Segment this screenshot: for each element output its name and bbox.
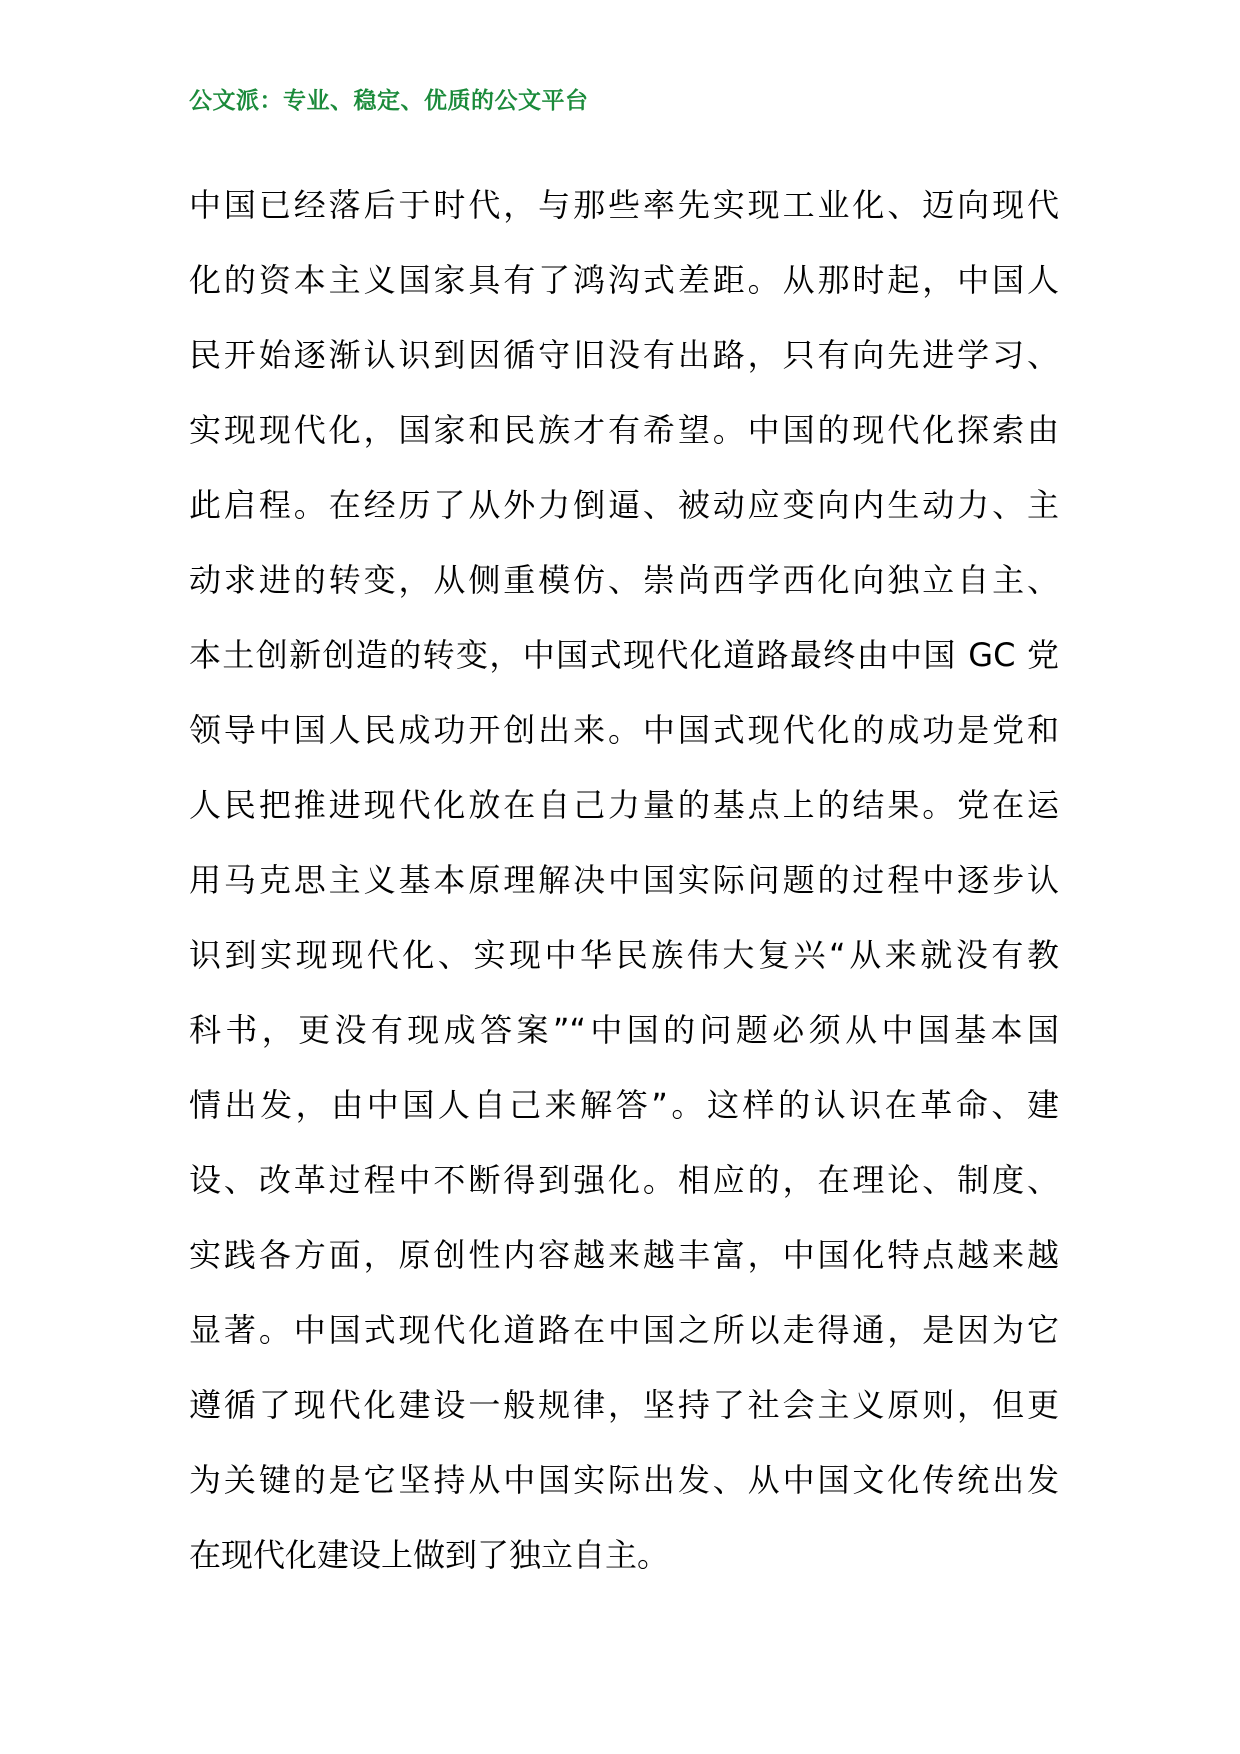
text-line: 科书，更没有现成答案”“中国的问题必须从中国基本国: [189, 1011, 1059, 1049]
body-paragraph: [189, 168, 1059, 1593]
text-line: 领导中国人民成功开创出来。中国式现代化的成功是党和: [189, 711, 1059, 749]
text-line: 中国已经落后于时代，与那些率先实现工业化、迈向现代: [189, 186, 1059, 224]
text-line: 情出发，由中国人自己来解答”。这样的认识在革命、建: [189, 1086, 1059, 1124]
text-line: 识到实现现代化、实现中华民族伟大复兴“从来就没有教: [189, 936, 1059, 974]
text-line: 显著。中国式现代化道路在中国之所以走得通，是因为它: [189, 1311, 1059, 1349]
text-line: 在现代化建设上做到了独立自主。: [189, 1536, 670, 1574]
text-line: 实践各方面，原创性内容越来越丰富，中国化特点越来越: [189, 1236, 1059, 1274]
text-line: 设、改革过程中不断得到强化。相应的，在理论、制度、: [189, 1161, 1059, 1199]
text-line: 实现现代化，国家和民族才有希望。中国的现代化探索由: [189, 411, 1059, 449]
text-line: 人民把推进现代化放在自己力量的基点上的结果。党在运: [189, 786, 1059, 824]
text-line: 此启程。在经历了从外力倒逼、被动应变向内生动力、主: [189, 486, 1059, 524]
text-line: 本土创新创造的转变，中国式现代化道路最终由中国 GC 党: [189, 636, 1059, 674]
text-line: 用马克思主义基本原理解决中国实际问题的过程中逐步认: [189, 861, 1059, 899]
page-header-title: 公文派：专业、稳定、优质的公文平台: [189, 87, 589, 114]
text-line: 动求进的转变，从侧重模仿、崇尚西学西化向独立自主、: [189, 561, 1059, 599]
text-line: 化的资本主义国家具有了鸿沟式差距。从那时起，中国人: [189, 261, 1059, 299]
text-line: 遵循了现代化建设一般规律，坚持了社会主义原则，但更: [189, 1386, 1059, 1424]
text-line: 为关键的是它坚持从中国实际出发、从中国文化传统出发: [189, 1461, 1059, 1499]
text-line: 民开始逐渐认识到因循守旧没有出路，只有向先进学习、: [189, 336, 1059, 374]
